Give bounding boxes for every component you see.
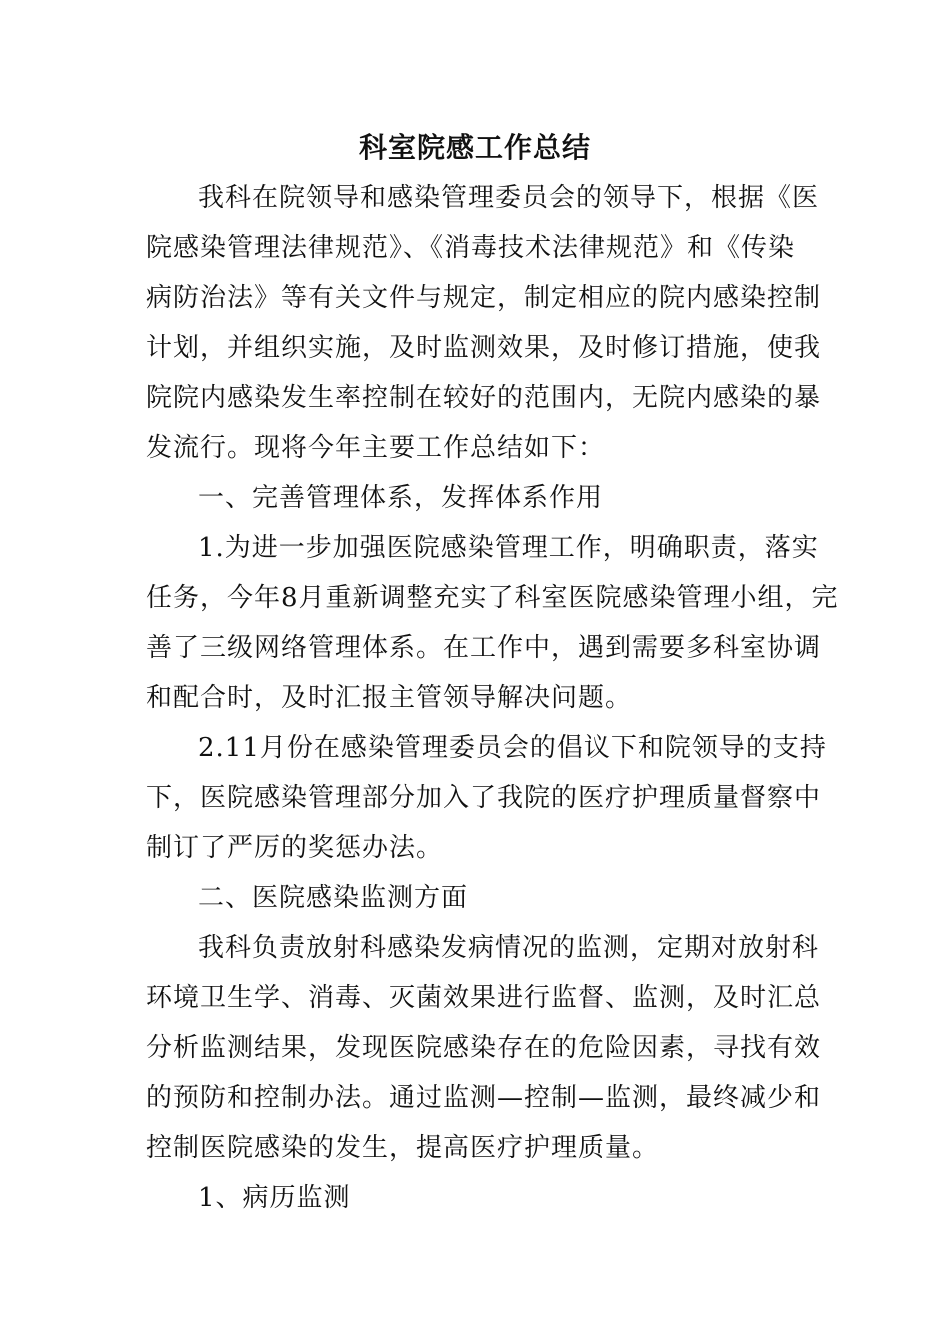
section-heading: 一、完善管理体系，发挥体系作用 bbox=[198, 483, 604, 513]
paragraph-line: 发流行。现将今年主要工作总结如下： bbox=[146, 433, 606, 463]
paragraph-line: 控制医院感染的发生，提高医疗护理质量。 bbox=[146, 1133, 660, 1163]
paragraph-line: 我科在院领导和感染管理委员会的领导下，根据《医 bbox=[198, 183, 820, 213]
paragraph-line: 分析监测结果，发现医院感染存在的危险因素，寻找有效 bbox=[146, 1033, 822, 1063]
paragraph-line: 我科负责放射科感染发病情况的监测，定期对放射科 bbox=[198, 933, 820, 963]
paragraph-line: 善了三级网络管理体系。在工作中，遇到需要多科室协调 bbox=[146, 633, 822, 663]
paragraph-line: 2.11月份在感染管理委员会的倡议下和院领导的支持 bbox=[198, 733, 827, 763]
paragraph-line: 任务，今年8月重新调整充实了科室医院感染管理小组，完 bbox=[146, 583, 839, 613]
section-heading: 二、医院感染监测方面 bbox=[198, 883, 469, 913]
paragraph-line: 院感染管理法律规范》、《消毒技术法律规范》和《传染 bbox=[146, 233, 796, 263]
document-title: 科室院感工作总结 bbox=[358, 131, 591, 164]
paragraph-line: 计划，并组织实施，及时监测效果，及时修订措施，使我 bbox=[146, 333, 822, 363]
paragraph-line: 和配合时，及时汇报主管领导解决问题。 bbox=[146, 683, 633, 713]
paragraph-line: 病防治法》等有关文件与规定，制定相应的院内感染控制 bbox=[146, 283, 822, 313]
paragraph-line: 1.为进一步加强医院感染管理工作，明确职责，落实 bbox=[198, 533, 819, 563]
paragraph-line: 的预防和控制办法。通过监测—控制—监测，最终减少和 bbox=[146, 1083, 822, 1113]
subsection-heading: 1、病历监测 bbox=[198, 1183, 351, 1213]
paragraph-line: 院院内感染发生率控制在较好的范围内，无院内感染的暴 bbox=[146, 383, 822, 413]
paragraph-line: 下，医院感染管理部分加入了我院的医疗护理质量督察中 bbox=[146, 783, 822, 813]
paragraph-line: 环境卫生学、消毒、灭菌效果进行监督、监测，及时汇总 bbox=[146, 983, 822, 1013]
paragraph-line: 制订了严厉的奖惩办法。 bbox=[146, 833, 444, 863]
